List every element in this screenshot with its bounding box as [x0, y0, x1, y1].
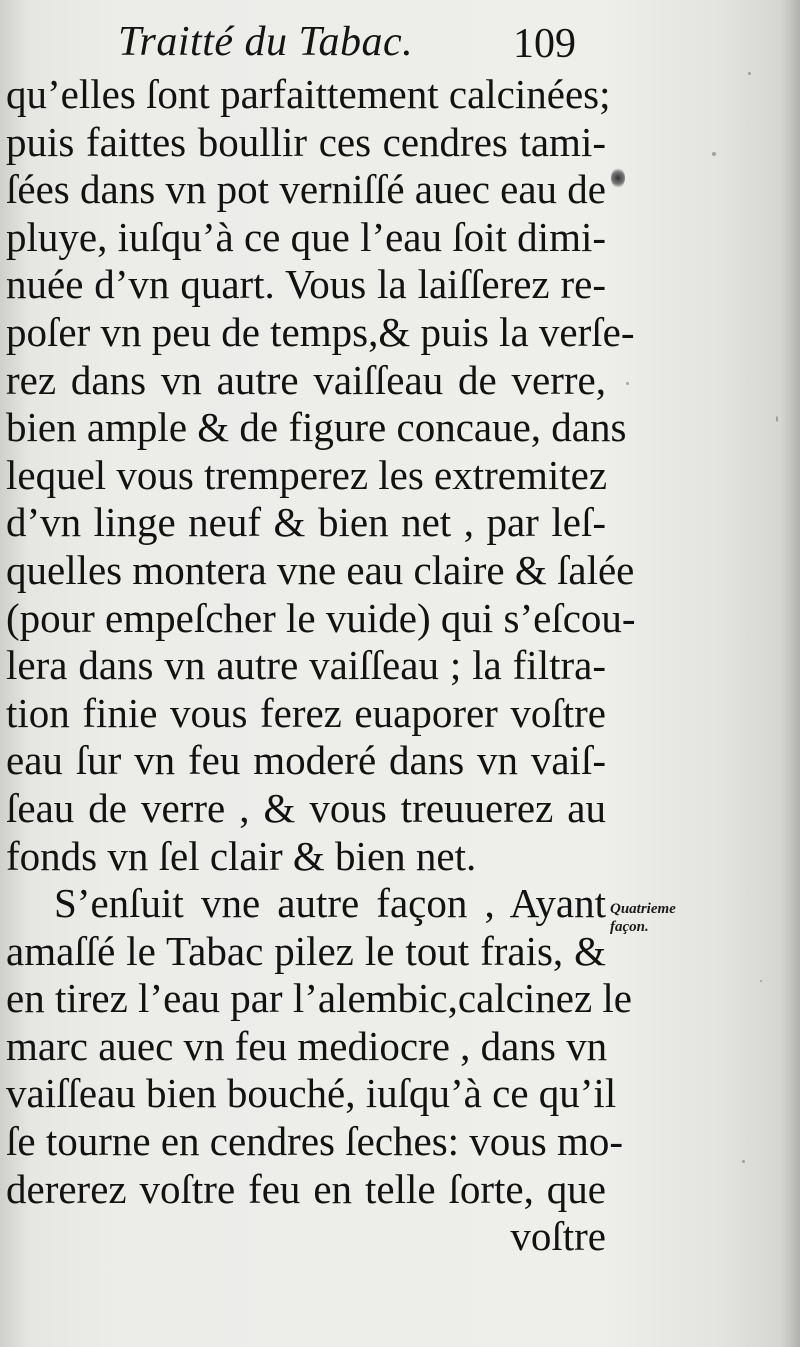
page-number: 109 — [513, 21, 576, 67]
text-line: vaiſſeau bien bouché, iuſqu’à ce qu’il — [6, 1070, 617, 1117]
text-line: poſer vn peu de temps,& puis la verſe- — [6, 308, 635, 355]
text-line: pluye, iuſqu’à ce que l’eau ſoit dimi- — [6, 213, 607, 260]
text-line: puis faittes boullir ces cendres tami- — [6, 118, 606, 165]
marginal-note-line: façon. — [610, 919, 649, 935]
text-line: bien ample & de figure concaue, dans — [6, 404, 627, 451]
paper-speck — [712, 152, 716, 156]
text-line: (pour empeſcher le vuide) qui s’eſcou- — [6, 594, 636, 641]
text-line: nuée d’vn quart. Vous la laiſſerez re- — [6, 261, 606, 308]
body-text — [6, 71, 636, 1261]
text-line: ſées dans vn pot verniſſé auec eau de — [6, 166, 606, 213]
text-line: eau ſur vn feu moderé dans vn vaiſ- — [6, 737, 606, 784]
text-line: ſeau de verre , & vous treuuerez au — [6, 784, 606, 831]
paper-speck — [742, 1160, 745, 1163]
paper-speck — [748, 72, 751, 75]
text-line: qu’elles ſont parfaittement calcinées; — [6, 71, 611, 117]
marginal-note-line: Quatrieme — [610, 901, 676, 917]
text-line: lequel vous tremperez les extremitez — [6, 451, 608, 498]
text-line: lera dans vn autre vaiſſeau ; la filtra- — [6, 642, 606, 689]
text-line: tion finie vous ferez euaporer voſtre — [6, 689, 606, 736]
paper-speck — [760, 980, 762, 982]
catchword: voſtre — [510, 1213, 606, 1260]
page-header — [0, 18, 800, 78]
text-line: d’vn linge neuf & bien net , par leſ- — [6, 499, 606, 546]
text-line: dererez voſtre feu en telle ſorte, que — [6, 1165, 606, 1212]
text-line: fonds vn ſel clair & bien net. — [6, 832, 477, 879]
text-line: quelles montera vne eau claire & ſalée — [6, 546, 635, 593]
text-line: amaſſé le Tabac pilez le tout frais, & — [6, 927, 606, 974]
text-line: en tirez l’eau par l’alembic,calcinez le — [6, 975, 632, 1022]
marginal-note — [610, 900, 676, 936]
text-line: ſe tourne en cendres ſeches: vous mo- — [6, 1118, 624, 1165]
running-title: Traitté du Tabac. — [118, 19, 414, 65]
text-line: marc auec vn feu mediocre , dans vn — [6, 1022, 608, 1069]
page-edge-shadow — [780, 0, 800, 1347]
ink-blot — [611, 168, 625, 188]
text-line: S’enſuit vne autre façon , Ayant — [54, 880, 606, 927]
paper-speck — [776, 416, 778, 422]
paper-speck — [626, 382, 629, 385]
text-line: rez dans vn autre vaiſſeau de verre, — [6, 356, 606, 403]
